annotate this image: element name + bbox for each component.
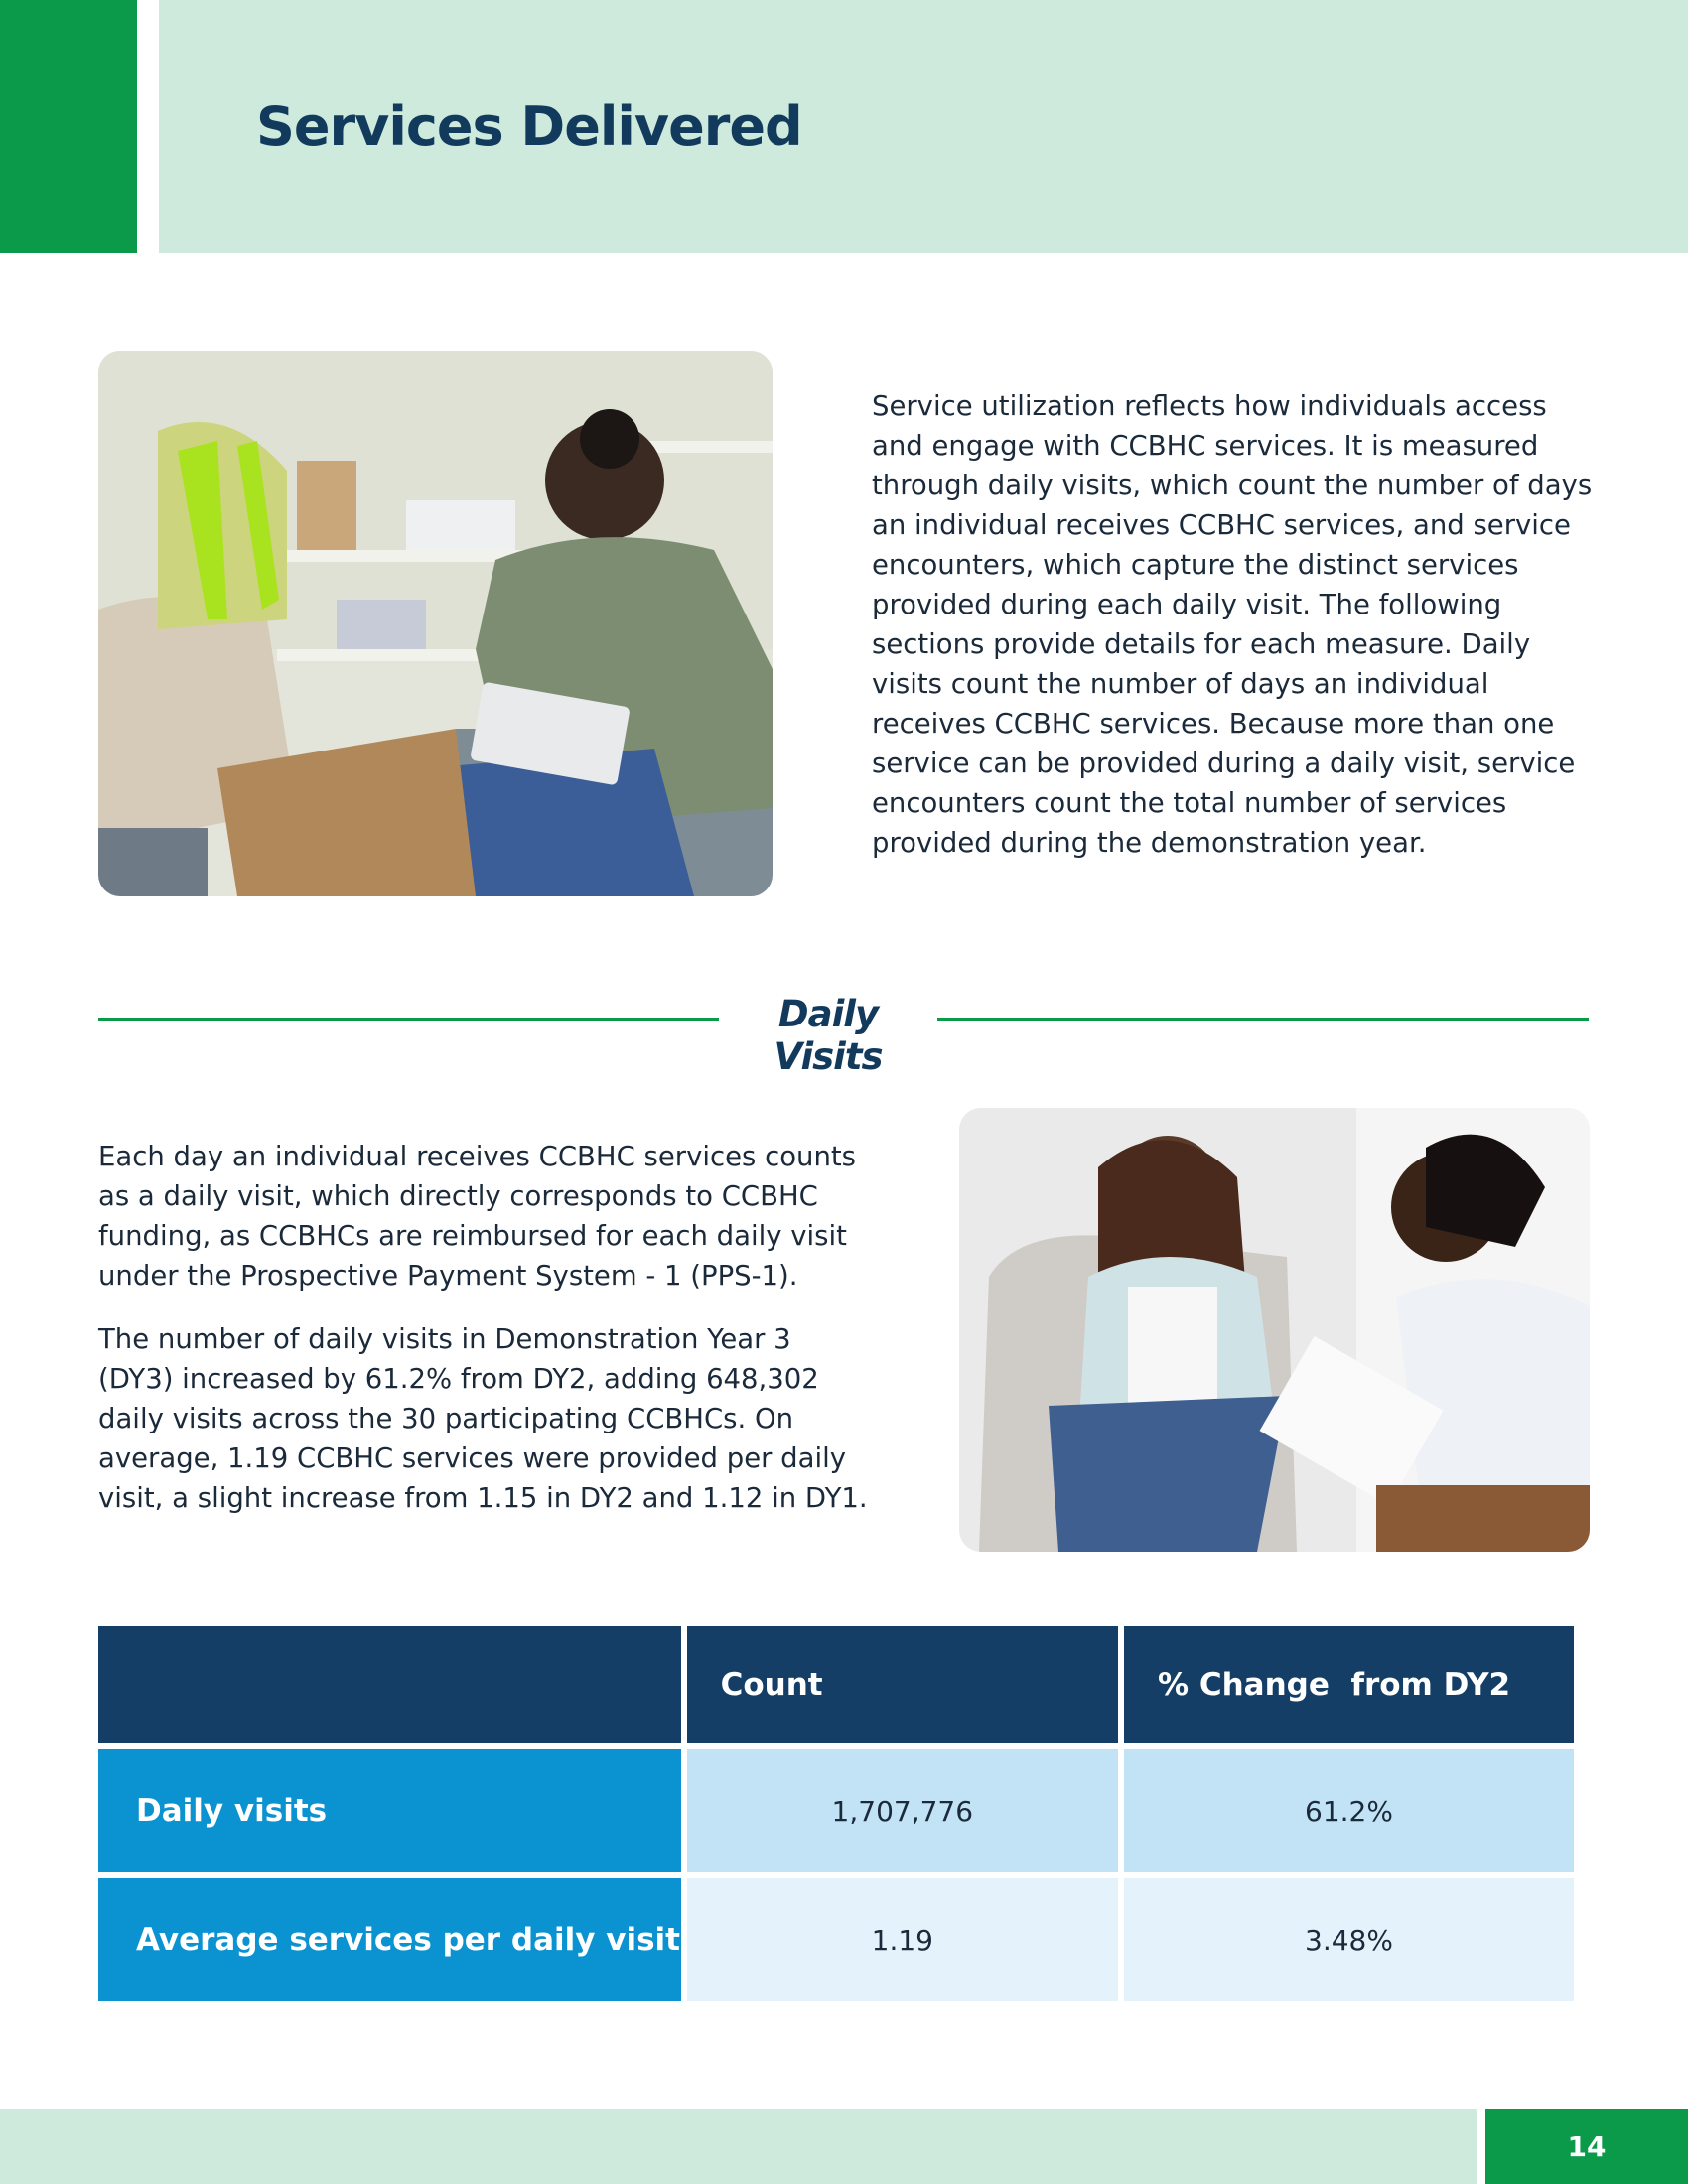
page-title: Services Delivered	[256, 95, 802, 158]
divider-right	[937, 1018, 1589, 1021]
daily-visits-table	[92, 1620, 1580, 2007]
footer-band	[0, 2109, 1477, 2184]
table-header-count: Count	[687, 1626, 1118, 1743]
header-band	[0, 0, 1688, 253]
counseling-session-photo	[98, 351, 773, 896]
table-row	[98, 1878, 1574, 2001]
count-cell: 1.19	[687, 1878, 1118, 2001]
row-label: Daily visits	[98, 1749, 681, 1872]
header-accent-bar	[0, 0, 137, 253]
page-number: 14	[1485, 2109, 1688, 2184]
table-header-change: % Change from DY2	[1124, 1626, 1574, 1743]
therapist-notes-photo	[959, 1108, 1590, 1552]
table-header-row	[98, 1626, 1574, 1743]
row-label: Average services per daily visit	[98, 1878, 681, 2001]
change-cell: 3.48%	[1124, 1878, 1574, 2001]
table-header-empty	[98, 1626, 681, 1743]
daily-visits-paragraph-1: Each day an individual receives CCBHC services counts as a daily visit, which directly corresponds to CCBHC funding, as CCBHCs are reimbursed for each daily visit under the Prospective Payment System - 1 (PPS-1).	[98, 1141, 857, 1292]
intro-paragraph: Service utilization reflects how individuals access and engage with CCBHC services. It is measured through daily visits, which count the number of days an individual receives CCBHC services, and service encounters, which capture the distinct services provided during each daily visit. The following sections provide details for each measure. Daily visits count the number of days an individual receives CCBHC services. Because more than one service can be provided during a daily visit, service encounters count the total number of services provided during the demonstration year.	[872, 390, 1593, 859]
daily-visits-paragraph-2: The number of daily visits in Demonstration Year 3 (DY3) increased by 61.2% from DY2, adding 648,302 daily visits across the 30 participating CCBHCs. On average, 1.19 CCBHC services were provided per daily visit, a slight increase from 1.15 in DY2 and 1.12 in DY1.	[98, 1323, 868, 1514]
divider-left	[98, 1018, 719, 1021]
change-cell: 61.2%	[1124, 1749, 1574, 1872]
section-heading: Daily Visits	[774, 993, 883, 1078]
header-gap	[137, 0, 159, 253]
count-cell: 1,707,776	[687, 1749, 1118, 1872]
table-row	[98, 1749, 1574, 1872]
